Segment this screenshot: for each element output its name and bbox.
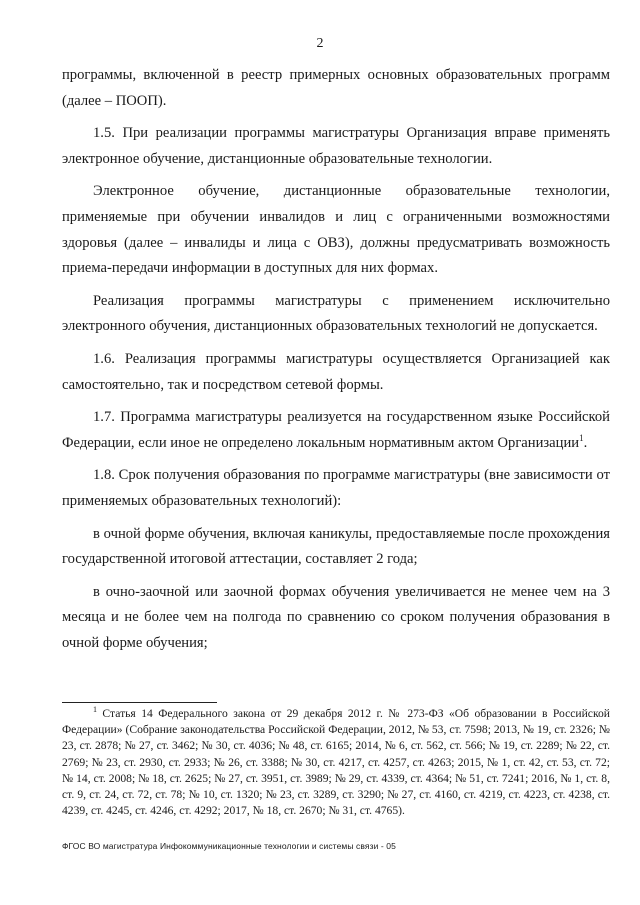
document-body [62,63,610,663]
paragraph-1-7 [62,405,610,456]
footnote-ref: 1 [579,432,584,443]
paragraph-1-5: 1.5. При реализации программы магистратуры Организация вправе применять электронное обучение, дистанционные образовательные технологии. [62,125,610,167]
paragraph-1-8: 1.8. Срок получения образования по программе магистратуры (вне зависимости от применяемых образовательных технологий): [62,467,610,509]
paragraph-e-learning-ovz: Электронное обучение, дистанционные образовательные технологии, применяемые при обучении инвалидов и лиц с ограниченными возможностями здоровья (далее – инвалиды и лица с ОВЗ), должны предусматривать возможность приема-передачи информации в доступных для них формах. [62,183,610,277]
footnote-marker: 1 [93,705,97,715]
page-footer: ФГОС ВО магистратура Инфокоммуникационные технологии и системы связи - 05 [62,841,396,851]
paragraph-part-time: в очно-заочной или заочной формах обучения увеличивается не менее чем на 3 месяца и не более чем на полгода по сравнению со сроком получения образования в очной форме обучения; [62,583,610,651]
footnote-text: Статья 14 Федерального закона от 29 декабря 2012 г. № 273-ФЗ «Об образовании в Российской Федерации» (Собрание законодательства Российской Федерации, 2012, № 53, ст. 7598; 2013, № 19, ст. 2326; № 23, ст. 2878; № 27, ст. 3462; № 30, ст. 4036; № 48, ст. 6165; 2014, № 6, ст. 562, ст. 566; № 19, ст. 2289; № 22, ст. 2769; № 23, ст. 2930, ст. 2933; № 26, ст. 3388; № 30, ст. 4217, ст. 4257, ст. 4263; 2015, № 1, ст. 42, ст. 53, ст. 72; № 14, ст. 2008; № 18, ст. 2625; № 27, ст. 3951, ст. 3989; № 29, ст. 4339, ст. 4364; № 51, ст. 7241; 2016, № 1, ст. 8, ст. 9, ст. 24, ст. 72, ст. 78; № 10, ст. 1320; № 23, ст. 3289, ст. 3290; № 27, ст. 4160, ст. 4219, ст. 4223, ст. 4238, ст. 4239, ст. 4245, ст. 4246, ст. 4292; 2017, № 18, ст. 2670; № 31, ст. 4765). [62,707,610,818]
paragraph-0: программы, включенной в реестр примерных основных образовательных программ (далее – ПООП). [62,67,610,109]
footnote-divider [62,702,217,703]
footnote [62,706,610,819]
paragraph-1-7-text: 1.7. Программа магистратуры реализуется на государственном языке Российской Федерации, если иное не определено локальным нормативным актом Организации [62,409,610,451]
paragraph-full-time: в очной форме обучения, включая каникулы, предоставляемые после прохождения государственной итоговой аттестации, составляет 2 года; [62,525,610,568]
paragraph-1-7-tail: . [583,434,588,451]
footnote-body [62,706,610,819]
page-number: 2 [316,36,324,51]
paragraph-exclusive-e-learning: Реализация программы магистратуры с применением исключительно электронного обучения, дистанционных образовательных технологий не допускается. [62,292,610,335]
paragraph-1-6: 1.6. Реализация программы магистратуры осуществляется Организацией как самостоятельно, так и посредством сетевой формы. [62,350,610,393]
